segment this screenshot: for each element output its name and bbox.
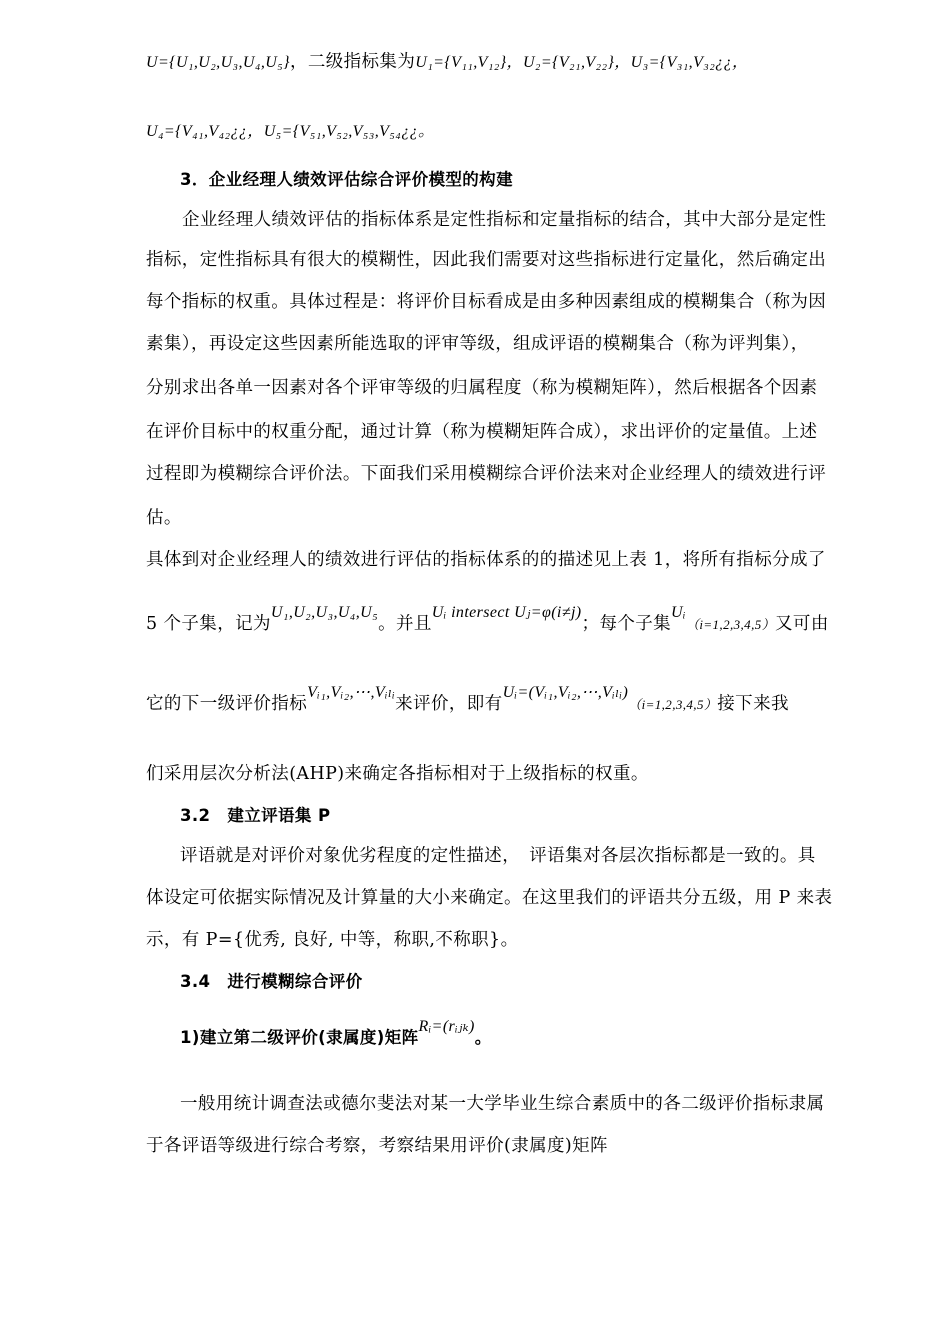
formula-line-2	[146, 118, 434, 141]
paragraph-line: 指标，定性指标具有很大的模糊性，因此我们需要对这些指标进行定量化，然后确定出	[146, 250, 827, 270]
text-fragment: 接下来我	[717, 694, 789, 714]
disjoint-formula: Uᵢ intersect Uⱼ=φ(i≠j)	[431, 604, 582, 621]
formula-line-1	[146, 48, 748, 73]
sub-index-formula: Vᵢ₁,Vᵢ₂,⋯,Vᵢₗᵢ	[307, 684, 396, 701]
paragraph-line: 企业经理人绩效评估的指标体系是定性指标和定量指标的结合，其中大部分是定性	[182, 210, 827, 230]
matrix-subheading	[180, 1018, 492, 1048]
text-fragment: 来评价，即有	[395, 694, 503, 714]
paragraph-line: 评语就是对评价对象优劣程度的定性描述， 评语集对各层次指标都是一致的。具	[180, 846, 816, 866]
section-3-heading: 3．企业经理人绩效评估综合评价模型的构建	[180, 170, 513, 189]
paragraph-line: 素集），再设定这些因素所能选取的评审等级，组成评语的模糊集合（称为评判集），	[146, 334, 809, 354]
paragraph-line: 在评价目标中的权重分配，通过计算（称为模糊矩阵合成），求出评价的定量值。上述	[146, 422, 818, 442]
paragraph-line: 示，有 P={优秀, 良好, 中等，称职,不称职}。	[146, 930, 519, 950]
paragraph-line: 具体到对企业经理人的绩效进行评估的指标体系的的描述见上表 1，将所有指标分成了	[146, 550, 826, 570]
paragraph-line: 分别求出各单一因素对各个评审等级的归属程度（称为模糊矩阵），然后根据各个因素	[146, 378, 818, 398]
text-fragment: 。并且	[378, 614, 432, 634]
section-3-4-heading: 3.4 进行模糊综合评价	[180, 972, 363, 991]
factor-set-formula: U={U₁,U₂,U₃,U₄,U₅}	[146, 54, 290, 71]
sub-index-line	[146, 684, 789, 715]
text-fragment: 。	[474, 1028, 492, 1047]
text-fragment: 1)建立第二级评价(隶属度)矩阵	[180, 1028, 419, 1047]
membership-matrix-formula: Rᵢ=(rᵢⱼₖ)	[418, 1018, 475, 1035]
subset-symbol: Uᵢ	[671, 604, 686, 621]
secondary-index-label: ，二级指标集为	[289, 52, 416, 72]
paragraph-line: 们采用层次分析法(AHP)来确定各指标相对于上级指标的权重。	[146, 764, 649, 784]
subset-definition-line	[146, 604, 829, 635]
text-fragment: 又可由	[775, 614, 829, 634]
subset-list-formula: U₁,U₂,U₃,U₄,U₅	[270, 604, 379, 621]
paragraph-line: 体设定可依据实际情况及计算量的大小来确定。在这里我们的评语共分五级，用 P 来表	[146, 888, 833, 908]
paragraph-line: 估。	[146, 508, 182, 528]
text-fragment: ；每个子集	[581, 614, 672, 634]
subset-formula-1: U₁={V₁₁,V₁₂}，U₂={V₂₁,V₂₂}，U₃={V₃₁,V₃₂¿¿，	[415, 54, 749, 71]
paragraph-line: 每个指标的权重。具体过程是：将评价目标看成是由多种因素组成的模糊集合（称为因	[146, 292, 827, 312]
paragraph-line: 一般用统计调查法或德尔斐法对某一大学毕业生综合素质中的各二级评价指标隶属	[180, 1094, 825, 1114]
subset-formula-2: U₄={V₄₁,V₄₂¿¿，U₅={V₅₁,V₅₂,V₅₃,V₅₄¿¿。	[146, 123, 435, 140]
index-range: （i=1,2,3,4,5）	[685, 617, 776, 632]
paragraph-line: 过程即为模糊综合评价法。下面我们采用模糊综合评价法来对企业经理人的绩效进行评	[146, 464, 827, 484]
section-3-2-heading: 3.2 建立评语集 P	[180, 806, 331, 825]
paragraph-line: 于各评语等级进行综合考察，考察结果用评价(隶属度)矩阵	[146, 1136, 608, 1156]
text-fragment: 它的下一级评价指标	[146, 694, 308, 714]
text-fragment: 5 个子集，记为	[146, 614, 271, 634]
index-range: （i=1,2,3,4,5）	[628, 697, 718, 712]
subset-vector-formula: Uᵢ=(Vᵢ₁,Vᵢ₂,⋯,Vᵢₗᵢ)	[502, 684, 629, 701]
